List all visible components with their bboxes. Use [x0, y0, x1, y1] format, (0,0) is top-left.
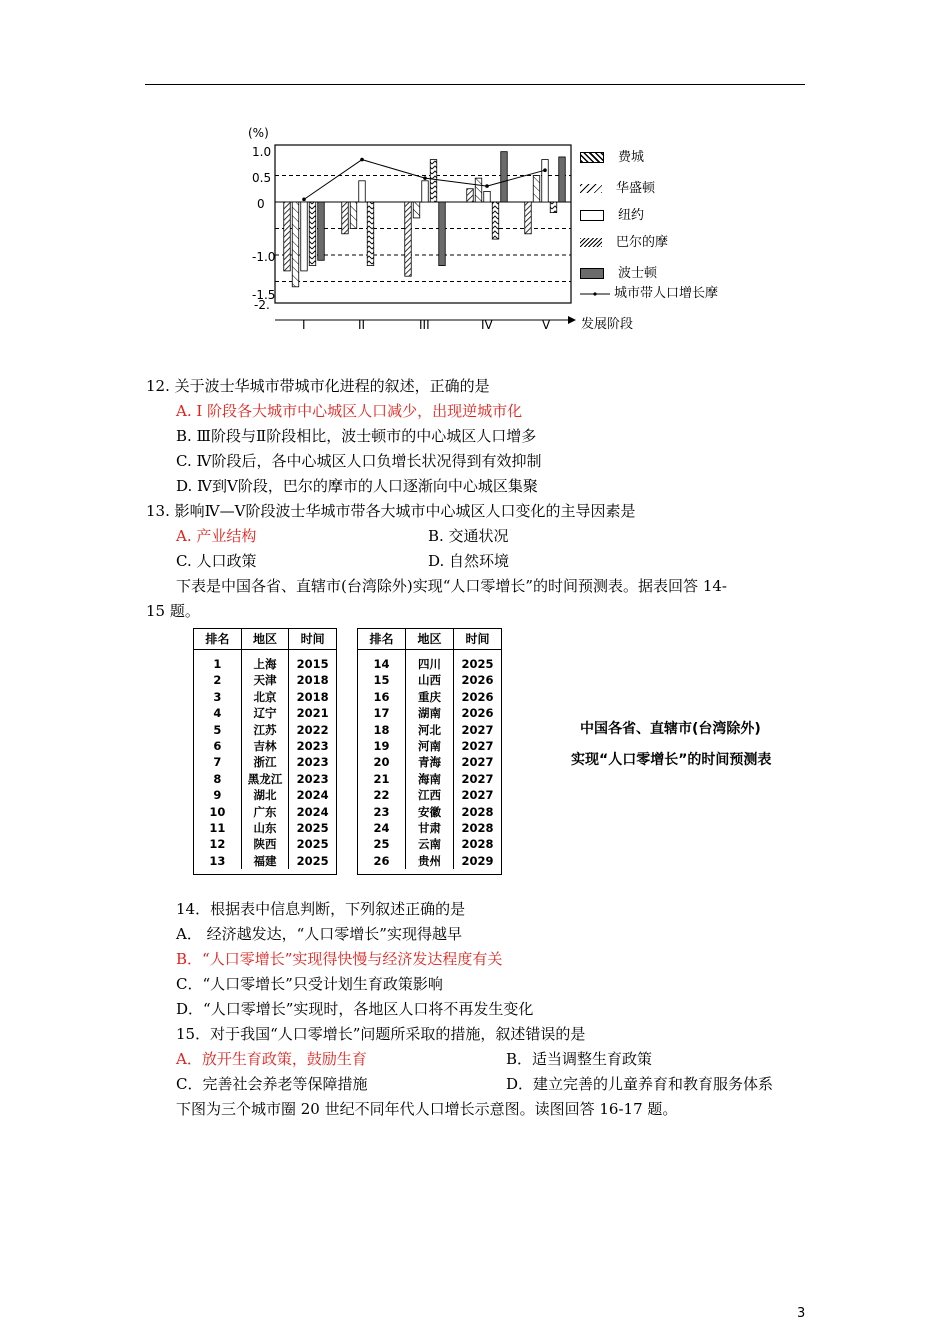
header-year: 时间 — [465, 632, 490, 646]
table-cell: 山西 — [418, 673, 441, 688]
trend-point — [360, 158, 364, 162]
bar-hatch-light-IV — [475, 178, 482, 202]
table-cell: 2024 — [296, 804, 329, 819]
table-cell: 2027 — [461, 722, 494, 737]
bar-hatch-light-I — [292, 202, 299, 287]
table-cell: 21 — [373, 771, 390, 786]
table-cell: 浙江 — [253, 755, 277, 770]
q14-option-d: D．“人口零增长”实现时，各地区人口将不再发生变化 — [176, 1000, 534, 1018]
table-cell: 12 — [209, 837, 226, 852]
table-cell: 2018 — [296, 673, 329, 688]
table-cell: 16 — [373, 689, 390, 704]
table-cell: 24 — [373, 820, 390, 835]
table-cell: 天津 — [253, 673, 277, 688]
table-cell: 湖北 — [253, 788, 277, 803]
table-cell: 2027 — [461, 755, 494, 770]
table-cell: 重庆 — [418, 689, 441, 704]
table-cell: 2026 — [461, 706, 494, 721]
table-cell: 吉林 — [253, 738, 277, 753]
bar-zigzag-II — [367, 202, 374, 266]
header-rank: 排名 — [194, 629, 242, 649]
trend-point — [543, 168, 547, 172]
q12-option-d: D. Ⅳ到Ⅴ阶段，巴尔的摩市的人口逐渐向中心城区集聚 — [176, 477, 538, 495]
table-cell: 2028 — [461, 820, 494, 835]
table-cell: 9 — [213, 788, 222, 803]
legend-label: 巴尔的摩 — [616, 235, 669, 250]
table-column — [358, 650, 406, 869]
table-cell: 云南 — [418, 837, 441, 852]
q14-option-a: A． 经济越发达，“人口零增长”实现得越早 — [176, 925, 462, 943]
table-cell: 2025 — [296, 837, 329, 852]
table-cell: 2024 — [296, 788, 329, 803]
bar-hatch-light-V — [533, 176, 540, 203]
q13-stem: 13. 影响Ⅳ—Ⅴ阶段波士华城市带各大城市中心城区人口变化的主导因素是 — [146, 502, 636, 520]
table-cell: 4 — [213, 706, 222, 721]
table-cell: 北京 — [253, 689, 277, 704]
table-cell: 海南 — [418, 771, 441, 786]
table-cell: 7 — [213, 755, 222, 770]
header-region: 地区 — [406, 629, 454, 649]
bar-zigzag-V — [550, 202, 557, 213]
bar-dark-I — [318, 202, 325, 260]
table-cell: 13 — [209, 853, 226, 868]
q15-option-a: A．放开生育政策，鼓励生育 — [176, 1050, 367, 1068]
bar-hatch-V — [525, 202, 532, 234]
q12-stem: 12. 关于波士华城市带城市化进程的叙述，正确的是 — [146, 377, 490, 395]
q12-option-b: B. Ⅲ阶段与Ⅱ阶段相比，波士顿市的中心城区人口增多 — [176, 427, 537, 445]
table-cell: 17 — [373, 706, 390, 721]
table-cell: 贵州 — [418, 853, 441, 868]
legend-item-line — [580, 286, 720, 302]
table-cell: 河北 — [418, 722, 441, 737]
ranking-table-right — [357, 628, 502, 875]
header-region: 地区 — [242, 629, 290, 649]
legend-swatch — [580, 210, 604, 221]
legend-line-marker — [580, 289, 610, 299]
bar-zigzag-III — [430, 160, 437, 202]
table-header — [358, 629, 501, 650]
table-column — [289, 650, 336, 869]
q12-option-a: A. Ⅰ 阶段各大城市中心城区人口减少，出现逆城市化 — [176, 402, 523, 420]
bar-dark-III — [439, 202, 446, 266]
q16-intro: 下图为三个城市圈 20 世纪不同年代人口增长示意图。读图回答 16-17 题。 — [176, 1100, 678, 1118]
bar-white-I — [301, 202, 308, 271]
table-cell: 8 — [213, 771, 222, 786]
table-cell: 14 — [373, 657, 390, 671]
table-cell: 上海 — [253, 657, 277, 671]
table-caption-line1: 中国各省、直辖市(台湾除外) — [580, 721, 761, 737]
header-rank: 排名 — [358, 629, 406, 649]
chart-plot-area — [0, 0, 950, 340]
x-tick-label: II — [358, 318, 366, 332]
table-cell: 26 — [373, 853, 390, 868]
bar-zigzag-I — [309, 202, 316, 266]
table-cell: 6 — [213, 738, 222, 753]
bar-zigzag-IV — [492, 202, 499, 239]
table-cell: 15 — [373, 673, 390, 688]
table-cell: 2 — [213, 673, 222, 688]
table-cell: 10 — [209, 804, 226, 819]
x-tick-label: III — [419, 318, 430, 332]
table-cell: 2015 — [296, 657, 329, 671]
q13-option-c: C. 人口政策 — [176, 552, 257, 570]
table-cell: 22 — [373, 788, 390, 803]
y-tick-label: -1.0 — [252, 250, 276, 264]
x-tick-label: I — [302, 318, 306, 332]
table-cell: 1 — [213, 657, 222, 671]
x-tick-label: IV — [481, 318, 493, 332]
table-cell: 江西 — [418, 788, 441, 803]
q15-option-d: D．建立完善的儿童养育和教育服务体系 — [506, 1075, 774, 1093]
table-cell: 陕西 — [253, 837, 277, 852]
table-column — [454, 650, 501, 869]
header-year: 时间 — [300, 632, 325, 646]
chart-unit-label: (%) — [248, 126, 269, 140]
legend-item — [580, 204, 644, 223]
table-cell: 2025 — [461, 657, 494, 671]
bar-hatch-III — [405, 202, 412, 276]
table-cell: 辽宁 — [253, 706, 277, 721]
table-column — [242, 650, 290, 869]
table-column — [406, 650, 454, 869]
table-cell: 3 — [213, 689, 222, 704]
table-cell: 2028 — [461, 804, 494, 819]
q13-option-d: D. 自然环境 — [428, 552, 510, 570]
table-cell: 23 — [373, 804, 390, 819]
q14-option-b: B．“人口零增长”实现得快慢与经济发达程度有关 — [176, 950, 503, 968]
table-cell: 2022 — [296, 722, 329, 737]
q15-option-b: B．适当调整生育政策 — [506, 1050, 653, 1068]
table-cell: 青海 — [418, 755, 441, 770]
table-cell: 2026 — [461, 673, 494, 688]
table-cell: 2026 — [461, 689, 494, 704]
table-cell: 河南 — [418, 738, 441, 753]
table-body — [194, 650, 336, 869]
table-cell: 2027 — [461, 738, 494, 753]
page-number: 3 — [797, 1306, 806, 1321]
legend-label: 波士顿 — [618, 266, 658, 281]
table-cell: 20 — [373, 755, 390, 770]
bar-white-III — [422, 181, 429, 202]
y-tick-label: -1.5 — [252, 288, 276, 302]
table-cell: 2029 — [461, 853, 494, 868]
q13-option-b: B. 交通状况 — [428, 527, 509, 545]
table-cell: 5 — [213, 722, 222, 737]
legend-label: 城市带人口增长摩 — [614, 286, 719, 301]
table-cell: 19 — [373, 738, 390, 753]
table-cell: 2027 — [461, 788, 494, 803]
table-cell: 2018 — [296, 689, 329, 704]
y-tick-label: 0.5 — [252, 171, 272, 185]
legend-item — [580, 177, 655, 196]
legend-label: 费城 — [618, 150, 645, 165]
table-cell: 湖南 — [418, 706, 441, 721]
bar-dark-IV — [501, 152, 508, 202]
table-cell: 甘肃 — [418, 820, 441, 835]
q14-stem: 14．根据表中信息判断，下列叙述正确的是 — [176, 900, 466, 918]
legend-item — [580, 231, 668, 250]
table-cell: 11 — [209, 820, 226, 835]
q15-stem: 15．对于我国“人口零增长”问题所采取的措施，叙述错误的是 — [176, 1025, 586, 1043]
table-cell: 2023 — [296, 738, 329, 753]
table-header — [194, 629, 336, 650]
ranking-table-left — [193, 628, 337, 875]
legend-label: 纽约 — [618, 208, 645, 223]
bar-hatch-IV — [467, 189, 474, 202]
table-cell: 2023 — [296, 771, 329, 786]
table-cell: 黑龙江 — [247, 771, 283, 786]
table-cell: 2025 — [296, 820, 329, 835]
q13-option-a: A. 产业结构 — [176, 527, 257, 545]
bar-hatch-II — [342, 202, 349, 234]
legend-swatch — [580, 238, 602, 247]
legend-swatch — [580, 268, 604, 279]
q15-option-c: C．完善社会养老等保障措施 — [176, 1075, 368, 1093]
table-cell: 山东 — [253, 820, 277, 835]
y-tick-label: -2. — [254, 298, 270, 312]
table-intro-cont: 15 题。 — [146, 602, 200, 620]
table-column — [194, 650, 242, 869]
trend-point — [302, 198, 306, 202]
table-cell: 江苏 — [253, 722, 277, 737]
table-body — [358, 650, 501, 869]
table-intro: 下表是中国各省、直辖市(台湾除外)实现“人口零增长”的时间预测表。据表回答 14- — [176, 577, 727, 595]
table-cell: 安徽 — [418, 804, 441, 819]
table-cell: 2028 — [461, 837, 494, 852]
table-cell: 25 — [373, 837, 390, 852]
x-tick-label: V — [542, 318, 551, 332]
table-caption-line2: 实现“人口零增长”的时间预测表 — [571, 752, 772, 768]
legend-item — [580, 146, 644, 165]
y-tick-label: 0 — [257, 197, 265, 211]
bar-white-V — [542, 160, 549, 202]
x-axis-title: 发展阶段 — [581, 317, 634, 332]
table-cell: 2025 — [296, 853, 329, 868]
bar-white-IV — [484, 191, 491, 202]
table-cell: 2021 — [296, 706, 329, 721]
table-cell: 广东 — [253, 804, 277, 819]
y-tick-label: 1.0 — [252, 145, 272, 159]
bar-hatch-I — [284, 202, 291, 271]
trend-point — [423, 176, 427, 180]
table-cell: 四川 — [418, 657, 441, 671]
table-cell: 2027 — [461, 771, 494, 786]
bar-hatch-light-III — [413, 202, 420, 218]
table-cell: 2023 — [296, 755, 329, 770]
bar-white-II — [359, 181, 366, 202]
legend-swatch — [580, 184, 602, 193]
bar-hatch-light-II — [350, 202, 357, 229]
q12-option-c: C. Ⅳ阶段后，各中心城区人口负增长状况得到有效抑制 — [176, 452, 542, 470]
legend-swatch — [580, 152, 604, 163]
q14-option-c: C．“人口零增长”只受计划生育政策影响 — [176, 975, 443, 993]
table-cell: 福建 — [253, 853, 277, 868]
bar-dark-V — [559, 157, 566, 202]
legend-label: 华盛顿 — [616, 181, 656, 196]
legend-item — [580, 262, 657, 281]
trend-point — [485, 184, 489, 188]
table-cell: 18 — [373, 722, 390, 737]
